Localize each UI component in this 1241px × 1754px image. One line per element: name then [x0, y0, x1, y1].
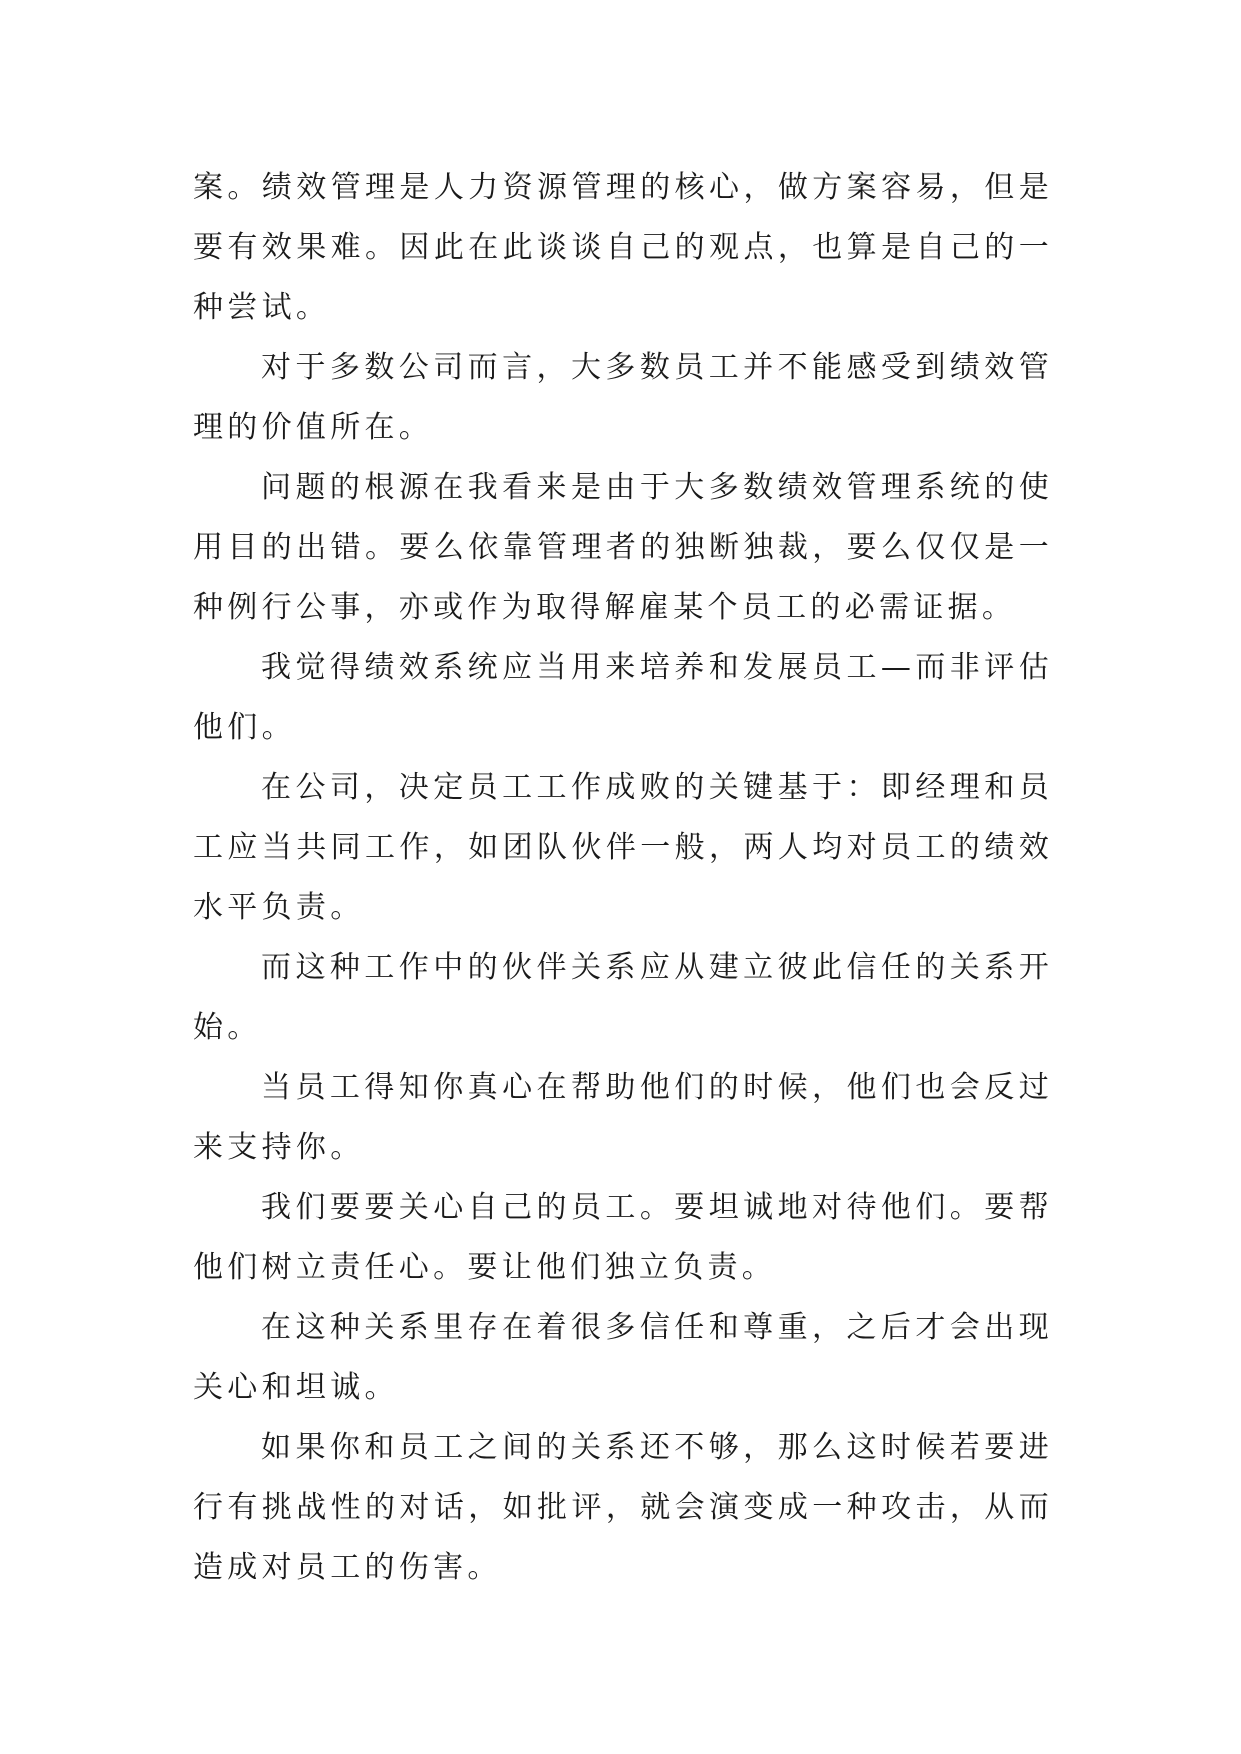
paragraph: 对于多数公司而言，大多数员工并不能感受到绩效管理的价值所在。 — [193, 350, 1053, 445]
paragraph: 在这种关系里存在着很多信任和尊重，之后才会出现关心和坦诚。 — [193, 1310, 1053, 1405]
paragraph: 如果你和员工之间的关系还不够，那么这时候若要进行有挑战性的对话，如批评，就会演变成一种攻击，从而造成对员工的伤害。 — [193, 1430, 1053, 1585]
paragraph: 当员工得知你真心在帮助他们的时候，他们也会反过来支持你。 — [193, 1070, 1053, 1165]
paragraph: 问题的根源在我看来是由于大多数绩效管理系统的使用目的出错。要么依靠管理者的独断独裁，要么仅仅是一种例行公事，亦或作为取得解雇某个员工的必需证据。 — [193, 470, 1053, 625]
paragraph: 我们要要关心自己的员工。要坦诚地对待他们。要帮他们树立责任心。要让他们独立负责。 — [193, 1190, 1053, 1285]
paragraph: 在公司，决定员工工作成败的关键基于：即经理和员工应当共同工作，如团队伙伴一般，两人均对员工的绩效水平负责。 — [193, 770, 1053, 925]
paragraph: 我觉得绩效系统应当用来培养和发展员工—而非评估他们。 — [193, 650, 1053, 745]
document-body — [193, 158, 1053, 1598]
paragraph: 而这种工作中的伙伴关系应从建立彼此信任的关系开始。 — [193, 950, 1053, 1045]
paragraph-continuation: 案。绩效管理是人力资源管理的核心，做方案容易，但是要有效果难。因此在此谈谈自己的观点，也算是自己的一种尝试。 — [193, 170, 1053, 325]
